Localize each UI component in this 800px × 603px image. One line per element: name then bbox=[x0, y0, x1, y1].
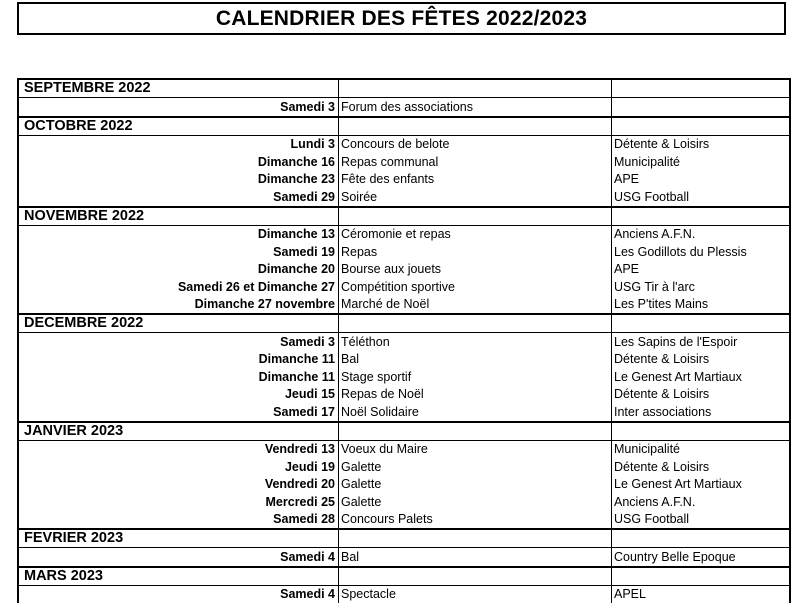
event-row bbox=[18, 386, 790, 404]
event-organizer: Les Sapins de l'Espoir bbox=[612, 333, 791, 351]
event-date: Vendredi 13 bbox=[18, 440, 339, 458]
month-row bbox=[18, 207, 790, 226]
event-date: Vendredi 20 bbox=[18, 476, 339, 494]
event-organizer: APE bbox=[612, 261, 791, 279]
event-date: Samedi 19 bbox=[18, 243, 339, 261]
event-date: Dimanche 27 novembre bbox=[18, 296, 339, 315]
month-cell-empty bbox=[612, 314, 791, 333]
event-name: Téléthon bbox=[339, 333, 612, 351]
event-name: Céromonie et repas bbox=[339, 225, 612, 243]
month-name: SEPTEMBRE 2022 bbox=[18, 79, 339, 98]
month-cell-empty bbox=[339, 567, 612, 586]
month-cell-empty bbox=[339, 117, 612, 136]
month-row bbox=[18, 79, 790, 98]
event-row bbox=[18, 98, 790, 117]
event-row bbox=[18, 188, 790, 207]
month-row bbox=[18, 314, 790, 333]
event-date: Samedi 29 bbox=[18, 188, 339, 207]
event-date: Jeudi 15 bbox=[18, 386, 339, 404]
event-row bbox=[18, 440, 790, 458]
month-cell-empty bbox=[339, 422, 612, 441]
event-name: Compétition sportive bbox=[339, 278, 612, 296]
event-date: Lundi 3 bbox=[18, 135, 339, 153]
event-name: Galette bbox=[339, 476, 612, 494]
month-cell-empty bbox=[339, 314, 612, 333]
month-cell-empty bbox=[339, 207, 612, 226]
event-name: Repas communal bbox=[339, 153, 612, 171]
event-row bbox=[18, 585, 790, 603]
event-organizer: Le Genest Art Martiaux bbox=[612, 476, 791, 494]
event-organizer: Détente & Loisirs bbox=[612, 135, 791, 153]
page-title: CALENDRIER DES FÊTES 2022/2023 bbox=[215, 6, 588, 30]
event-name: Spectacle bbox=[339, 585, 612, 603]
event-organizer: Country Belle Epoque bbox=[612, 548, 791, 567]
event-date: Samedi 17 bbox=[18, 403, 339, 422]
event-organizer: Municipalité bbox=[612, 440, 791, 458]
event-row bbox=[18, 368, 790, 386]
month-cell-empty bbox=[612, 422, 791, 441]
event-name: Marché de Noël bbox=[339, 296, 612, 315]
event-date: Samedi 3 bbox=[18, 98, 339, 117]
event-organizer: Le Genest Art Martiaux bbox=[612, 368, 791, 386]
month-name: JANVIER 2023 bbox=[18, 422, 339, 441]
event-row bbox=[18, 243, 790, 261]
event-organizer: USG Football bbox=[612, 511, 791, 530]
calendar-table bbox=[17, 78, 791, 603]
event-row bbox=[18, 403, 790, 422]
month-cell-empty bbox=[612, 79, 791, 98]
month-cell-empty bbox=[612, 207, 791, 226]
event-date: Samedi 26 et Dimanche 27 bbox=[18, 278, 339, 296]
event-name: Forum des associations bbox=[339, 98, 612, 117]
event-date: Dimanche 23 bbox=[18, 171, 339, 189]
event-row bbox=[18, 225, 790, 243]
event-date: Dimanche 13 bbox=[18, 225, 339, 243]
event-organizer: APEL bbox=[612, 585, 791, 603]
event-row bbox=[18, 476, 790, 494]
event-name: Galette bbox=[339, 458, 612, 476]
event-organizer: Inter associations bbox=[612, 403, 791, 422]
event-row bbox=[18, 261, 790, 279]
month-cell-empty bbox=[612, 567, 791, 586]
event-row bbox=[18, 171, 790, 189]
event-organizer: Détente & Loisirs bbox=[612, 458, 791, 476]
event-date: Dimanche 16 bbox=[18, 153, 339, 171]
event-row bbox=[18, 333, 790, 351]
event-row bbox=[18, 511, 790, 530]
month-name: NOVEMBRE 2022 bbox=[18, 207, 339, 226]
event-organizer: Détente & Loisirs bbox=[612, 351, 791, 369]
month-cell-empty bbox=[612, 117, 791, 136]
event-date: Dimanche 11 bbox=[18, 368, 339, 386]
event-name: Fête des enfants bbox=[339, 171, 612, 189]
month-row bbox=[18, 567, 790, 586]
event-row bbox=[18, 278, 790, 296]
event-name: Repas de Noël bbox=[339, 386, 612, 404]
event-organizer: USG Tir à l'arc bbox=[612, 278, 791, 296]
event-row bbox=[18, 351, 790, 369]
month-cell-empty bbox=[339, 79, 612, 98]
event-organizer: Les Godillots du Plessis bbox=[612, 243, 791, 261]
event-row bbox=[18, 548, 790, 567]
event-name: Voeux du Maire bbox=[339, 440, 612, 458]
month-row bbox=[18, 422, 790, 441]
event-date: Dimanche 20 bbox=[18, 261, 339, 279]
event-date: Samedi 3 bbox=[18, 333, 339, 351]
title-box bbox=[17, 2, 786, 35]
event-organizer: Anciens A.F.N. bbox=[612, 493, 791, 511]
event-organizer: Détente & Loisirs bbox=[612, 386, 791, 404]
event-name: Stage sportif bbox=[339, 368, 612, 386]
event-name: Bourse aux jouets bbox=[339, 261, 612, 279]
event-name: Bal bbox=[339, 548, 612, 567]
event-date: Dimanche 11 bbox=[18, 351, 339, 369]
event-date: Samedi 28 bbox=[18, 511, 339, 530]
event-date: Samedi 4 bbox=[18, 548, 339, 567]
event-organizer: USG Football bbox=[612, 188, 791, 207]
event-row bbox=[18, 153, 790, 171]
event-date: Mercredi 25 bbox=[18, 493, 339, 511]
month-name: MARS 2023 bbox=[18, 567, 339, 586]
event-name: Noël Solidaire bbox=[339, 403, 612, 422]
event-name: Repas bbox=[339, 243, 612, 261]
event-organizer bbox=[612, 98, 791, 117]
event-organizer: Anciens A.F.N. bbox=[612, 225, 791, 243]
event-row bbox=[18, 135, 790, 153]
event-organizer: Les P'tites Mains bbox=[612, 296, 791, 315]
month-row bbox=[18, 117, 790, 136]
event-date: Jeudi 19 bbox=[18, 458, 339, 476]
month-name: OCTOBRE 2022 bbox=[18, 117, 339, 136]
event-organizer: Municipalité bbox=[612, 153, 791, 171]
event-name: Bal bbox=[339, 351, 612, 369]
event-name: Galette bbox=[339, 493, 612, 511]
month-name: FEVRIER 2023 bbox=[18, 529, 339, 548]
event-row bbox=[18, 458, 790, 476]
event-date: Samedi 4 bbox=[18, 585, 339, 603]
month-cell-empty bbox=[339, 529, 612, 548]
month-row bbox=[18, 529, 790, 548]
event-name: Concours Palets bbox=[339, 511, 612, 530]
event-row bbox=[18, 493, 790, 511]
month-cell-empty bbox=[612, 529, 791, 548]
event-row bbox=[18, 296, 790, 315]
event-organizer: APE bbox=[612, 171, 791, 189]
event-name: Concours de belote bbox=[339, 135, 612, 153]
month-name: DECEMBRE 2022 bbox=[18, 314, 339, 333]
event-name: Soirée bbox=[339, 188, 612, 207]
